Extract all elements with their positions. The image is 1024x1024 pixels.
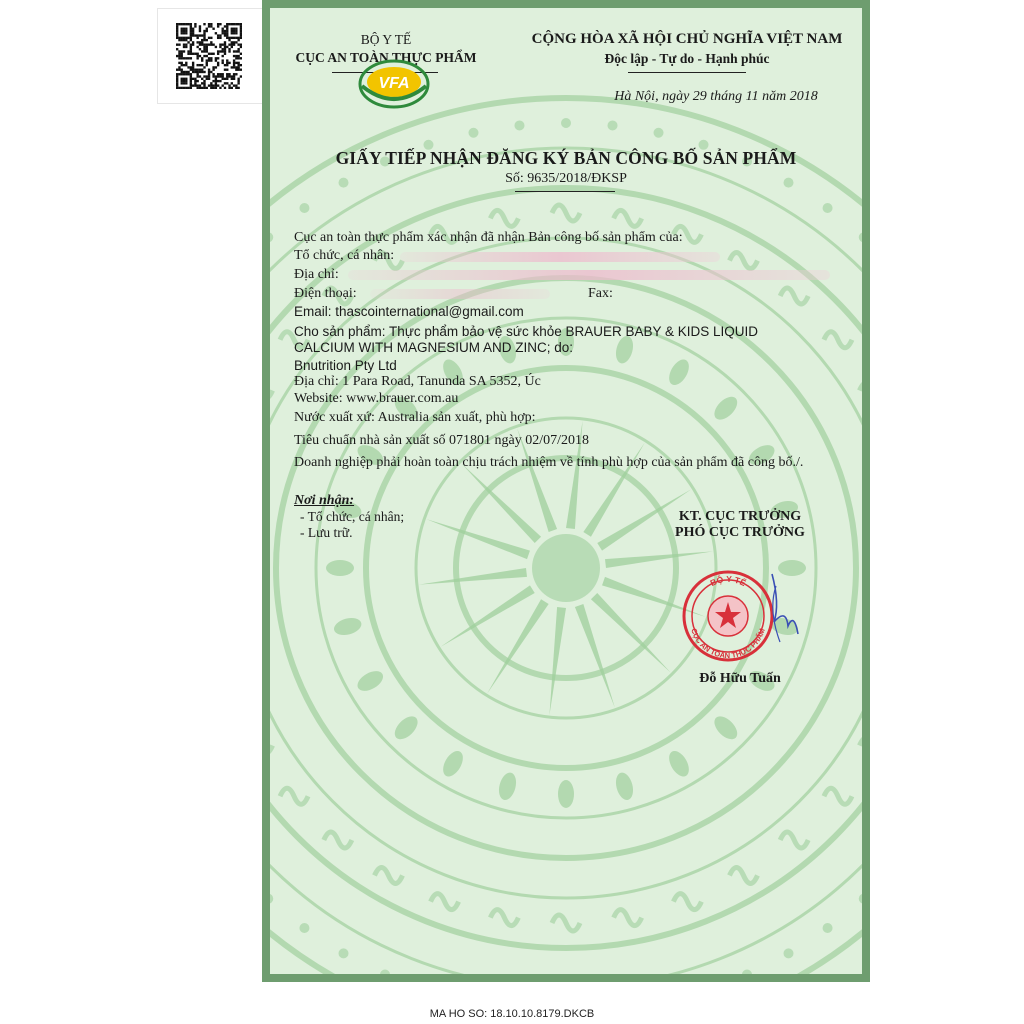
manufacturer-address: Địa chỉ: 1 Para Road, Tanunda SA 5352, Úc xyxy=(294,374,541,389)
issue-date: Hà Nội, ngày 29 tháng 11 năm 2018 xyxy=(614,89,818,104)
title-underline xyxy=(515,191,615,192)
redacted-org xyxy=(400,252,720,262)
recipient-item-1: - Tổ chức, cá nhân; xyxy=(300,509,405,524)
recipient-item-2: - Lưu trữ. xyxy=(300,525,353,540)
national-motto: Độc lập - Tự do - Hạnh phúc xyxy=(604,51,770,66)
stamp-bottom-text: CỤC AN TOÀN THỰC PHẨM xyxy=(689,627,767,661)
agency-name: CỤC AN TOÀN THỰC PHẨM xyxy=(295,50,477,65)
phone-label: Điện thoại: xyxy=(294,286,357,301)
recipients-heading: Nơi nhận: xyxy=(294,493,355,508)
stamp-top-text: BỘ Y TẾ xyxy=(708,573,748,589)
email-text: Email: thascointernational@gmail.com xyxy=(294,304,524,319)
redacted-phone xyxy=(370,289,550,299)
manufacturer-website: Website: www.brauer.com.au xyxy=(294,391,459,406)
vfa-logo xyxy=(356,56,432,112)
certificate-document xyxy=(262,0,870,982)
signature-title-1: KT. CỤC TRƯỞNG xyxy=(678,509,802,524)
qr-code-icon xyxy=(176,23,242,89)
redacted-address xyxy=(348,270,830,280)
address-label: Địa chỉ: xyxy=(294,267,339,282)
manufacturer-name: Bnutrition Pty Ltd xyxy=(294,358,397,373)
org-label: Tổ chức, cá nhân: xyxy=(294,248,395,263)
product-line-2: CALCIUM WITH MAGNESIUM AND ZINC; do: xyxy=(294,340,574,355)
qr-code-panel xyxy=(157,8,264,104)
origin-text: Nước xuất xứ: Australia sản xuất, phù hợp: xyxy=(294,410,536,425)
ministry-name: BỘ Y TẾ xyxy=(360,32,412,47)
file-code: MA HO SO: 18.10.10.8179.DKCB xyxy=(429,1008,595,1020)
header-right-underline xyxy=(628,72,746,73)
product-line-1: Cho sản phẩm: Thực phẩm bảo vệ sức khỏe BRAUER BABY & KIDS LIQUID xyxy=(294,324,759,339)
document-title: GIẤY TIẾP NHẬN ĐĂNG KÝ BẢN CÔNG BỐ SẢN PHẨM xyxy=(335,148,797,168)
document-number: Số: 9635/2018/ĐKSP xyxy=(505,171,627,186)
country-name: CỘNG HÒA XÃ HỘI CHỦ NGHĨA VIỆT NAM xyxy=(531,31,843,47)
intro-text: Cục an toàn thực phẩm xác nhận đã nhận Bản công bố sản phẩm của: xyxy=(294,230,683,245)
signer-name: Đỗ Hữu Tuấn xyxy=(699,671,781,686)
vfa-logo-text: VFA xyxy=(378,75,410,92)
standard-text: Tiêu chuẩn nhà sản xuất số 071801 ngày 02/07/2018 xyxy=(294,433,590,448)
fax-label: Fax: xyxy=(588,286,613,301)
signature-title-2: PHÓ CỤC TRƯỞNG xyxy=(675,525,805,540)
official-stamp xyxy=(676,564,816,674)
responsibility-text: Doanh nghiệp phải hoàn toàn chịu trách nhiệm về tính phù hợp của sản phẩm đã công bố./. xyxy=(294,455,804,470)
